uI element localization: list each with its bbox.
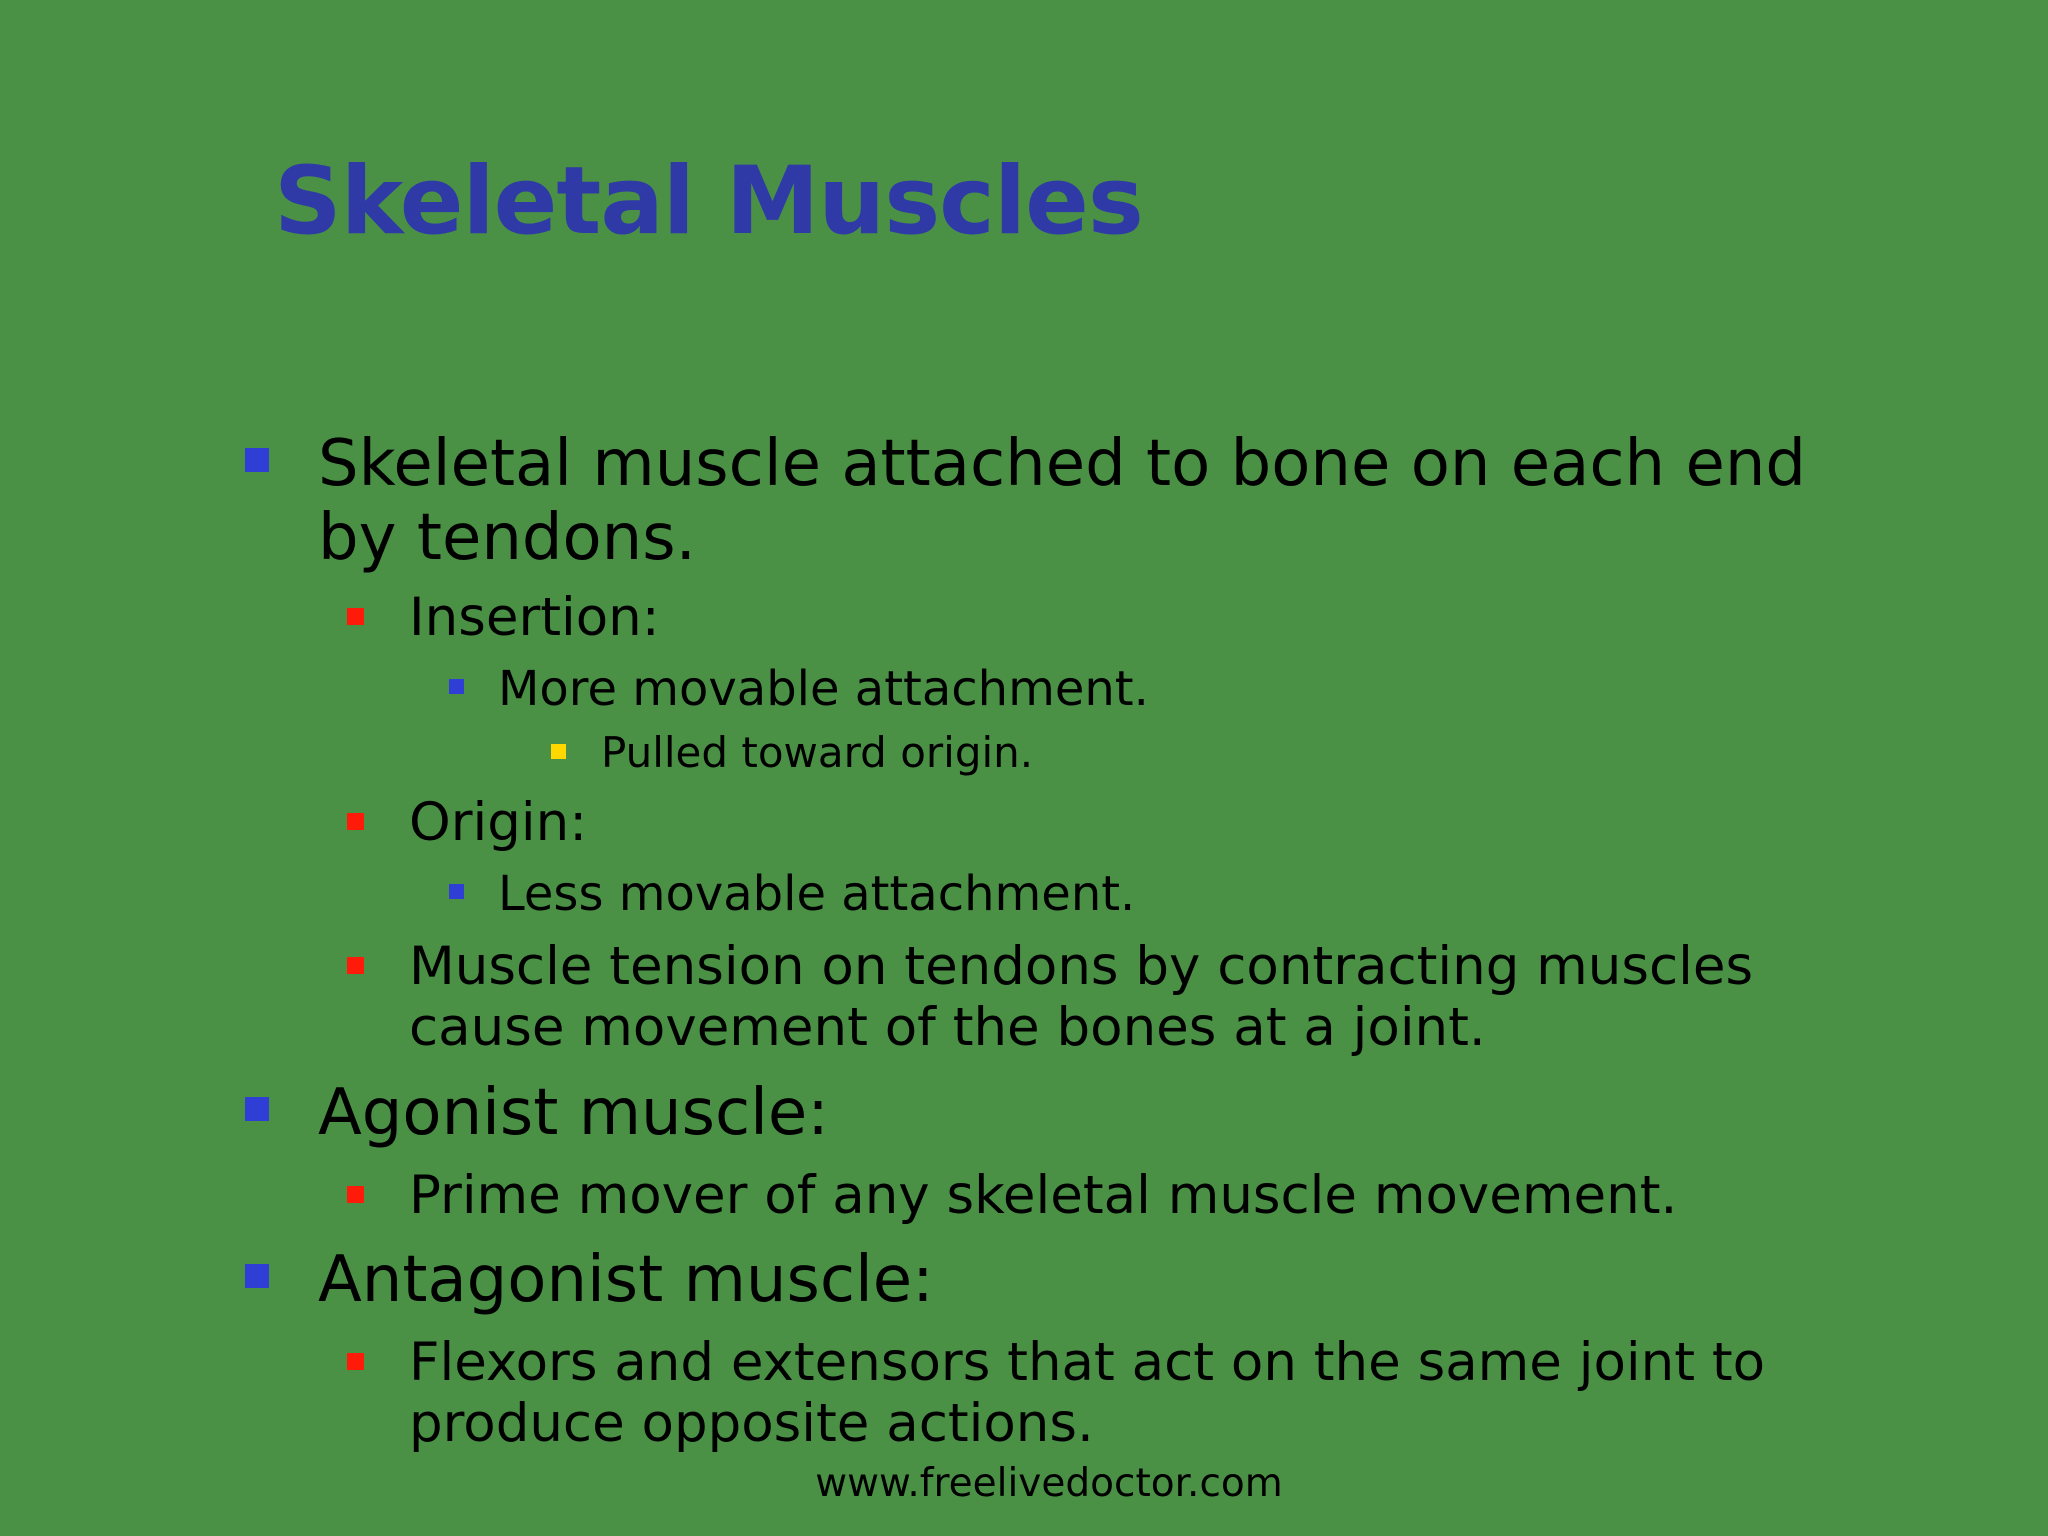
bullet-level2 <box>409 793 1909 854</box>
square-bullet-icon <box>245 1097 269 1121</box>
bullet-text: More movable attachment. <box>498 661 1149 717</box>
bullet-level1 <box>318 1077 1838 1151</box>
bullet-text: Origin: <box>409 792 588 853</box>
square-bullet-icon <box>347 813 364 830</box>
square-bullet-icon <box>449 679 464 694</box>
bullet-level4 <box>601 729 1901 777</box>
bullet-level1 <box>318 428 1838 575</box>
slide-title: Skeletal Muscles <box>274 147 1143 256</box>
bullet-text: Antagonist muscle: <box>318 1243 934 1317</box>
square-bullet-icon <box>347 957 364 974</box>
bullet-text: Pulled toward origin. <box>601 728 1034 777</box>
bullet-level2 <box>409 1166 1909 1227</box>
bullet-text: Muscle tension on tendons by contracting muscles cause movement of the bones at a joint. <box>409 936 1754 1058</box>
square-bullet-icon <box>245 448 269 472</box>
footer-url: www.freelivedoctor.com <box>815 1461 1283 1506</box>
square-bullet-icon <box>347 608 364 625</box>
bullet-text: Prime mover of any skeletal muscle movement. <box>409 1165 1678 1226</box>
bullet-level2 <box>409 937 1909 1059</box>
square-bullet-icon <box>347 1186 364 1203</box>
bullet-text: Skeletal muscle attached to bone on each end by tendons. <box>318 427 1806 575</box>
bullet-level2 <box>409 588 1909 649</box>
bullet-level3 <box>498 867 1898 922</box>
square-bullet-icon <box>551 744 566 759</box>
bullet-text: Less movable attachment. <box>498 866 1136 922</box>
bullet-level3 <box>498 662 1898 717</box>
bullet-text: Flexors and extensors that act on the same joint to produce opposite actions. <box>409 1332 1766 1454</box>
square-bullet-icon <box>347 1353 364 1370</box>
bullet-text: Insertion: <box>409 587 660 648</box>
bullet-text: Agonist muscle: <box>318 1076 829 1150</box>
bullet-level1 <box>318 1244 1838 1318</box>
bullet-level2 <box>409 1333 1969 1455</box>
square-bullet-icon <box>245 1264 269 1288</box>
square-bullet-icon <box>449 884 464 899</box>
